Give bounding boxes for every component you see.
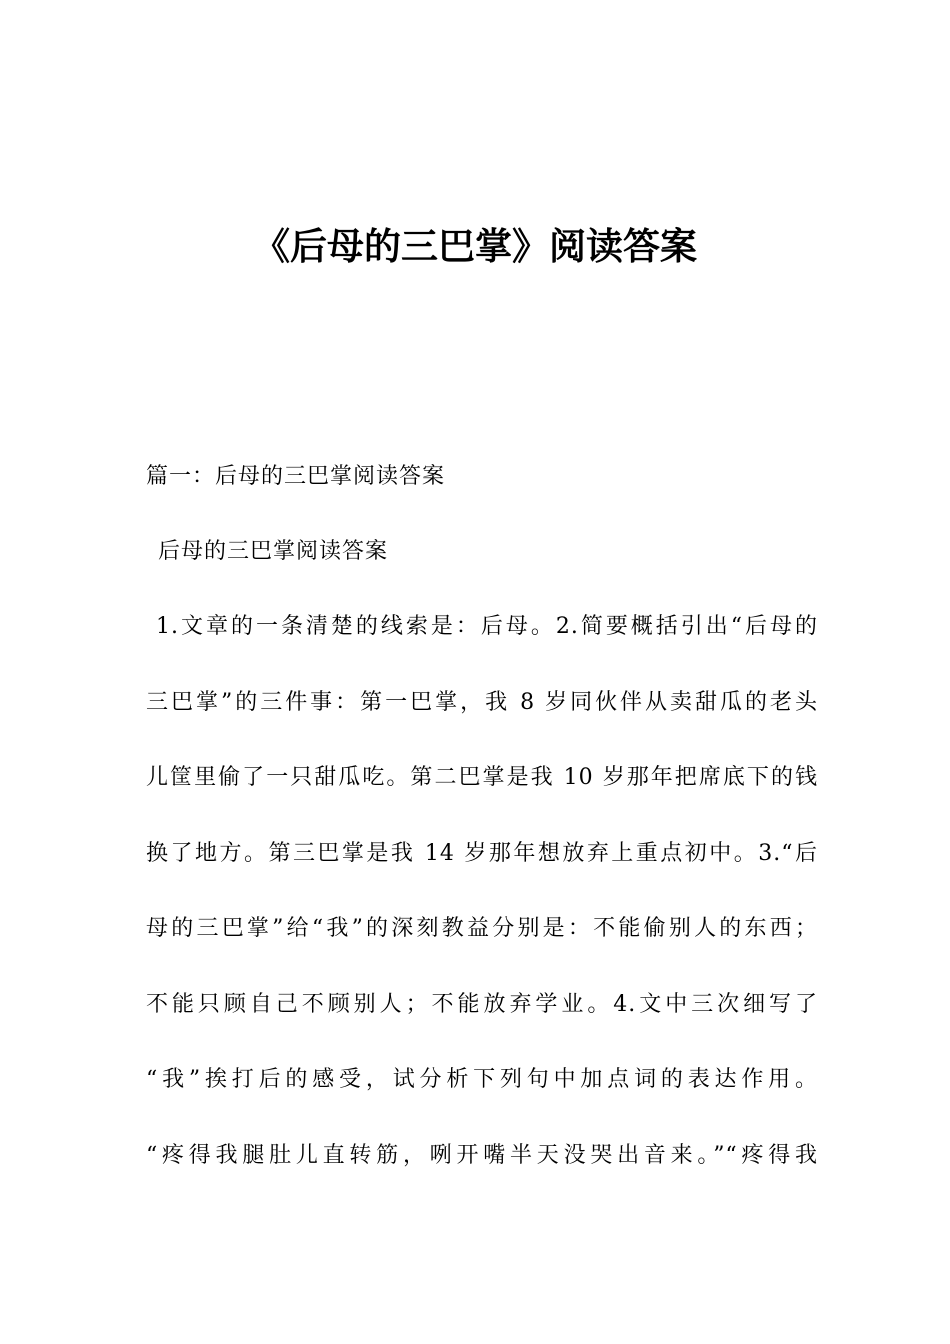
body-line: “我”挨打后的感受，试分析下列句中加点词的表达作用。 bbox=[146, 1067, 818, 1092]
body-line: 换了地方。第三巴掌是我 14 岁那年想放弃上重点初中。3.“后 bbox=[146, 840, 818, 866]
body-line: 母的三巴掌”给“我”的深刻教益分别是：不能偷别人的东西； bbox=[146, 916, 818, 941]
body-line: “疼得我腿肚儿直转筋，咧开嘴半天没哭出音来。”“疼得我 bbox=[146, 1142, 818, 1168]
body-paragraph bbox=[146, 610, 818, 1214]
body-line: 三巴掌”的三件事：第一巴掌，我 8 岁同伙伴从卖甜瓜的老头 bbox=[146, 689, 818, 715]
body-line: 儿筐里偷了一只甜瓜吃。第二巴掌是我 10 岁那年把席底下的钱 bbox=[146, 765, 818, 790]
section-heading: 篇一：后母的三巴掌阅读答案 bbox=[146, 464, 446, 489]
body-line: 不能只顾自己不顾别人；不能放弃学业。4.文中三次细写了 bbox=[146, 991, 818, 1017]
body-line: 1.文章的一条清楚的线索是：后母。2.简要概括引出“后母的 bbox=[156, 614, 818, 639]
document-title: 《后母的三巴掌》阅读答案 bbox=[253, 225, 697, 268]
sub-heading: 后母的三巴掌阅读答案 bbox=[158, 539, 389, 564]
